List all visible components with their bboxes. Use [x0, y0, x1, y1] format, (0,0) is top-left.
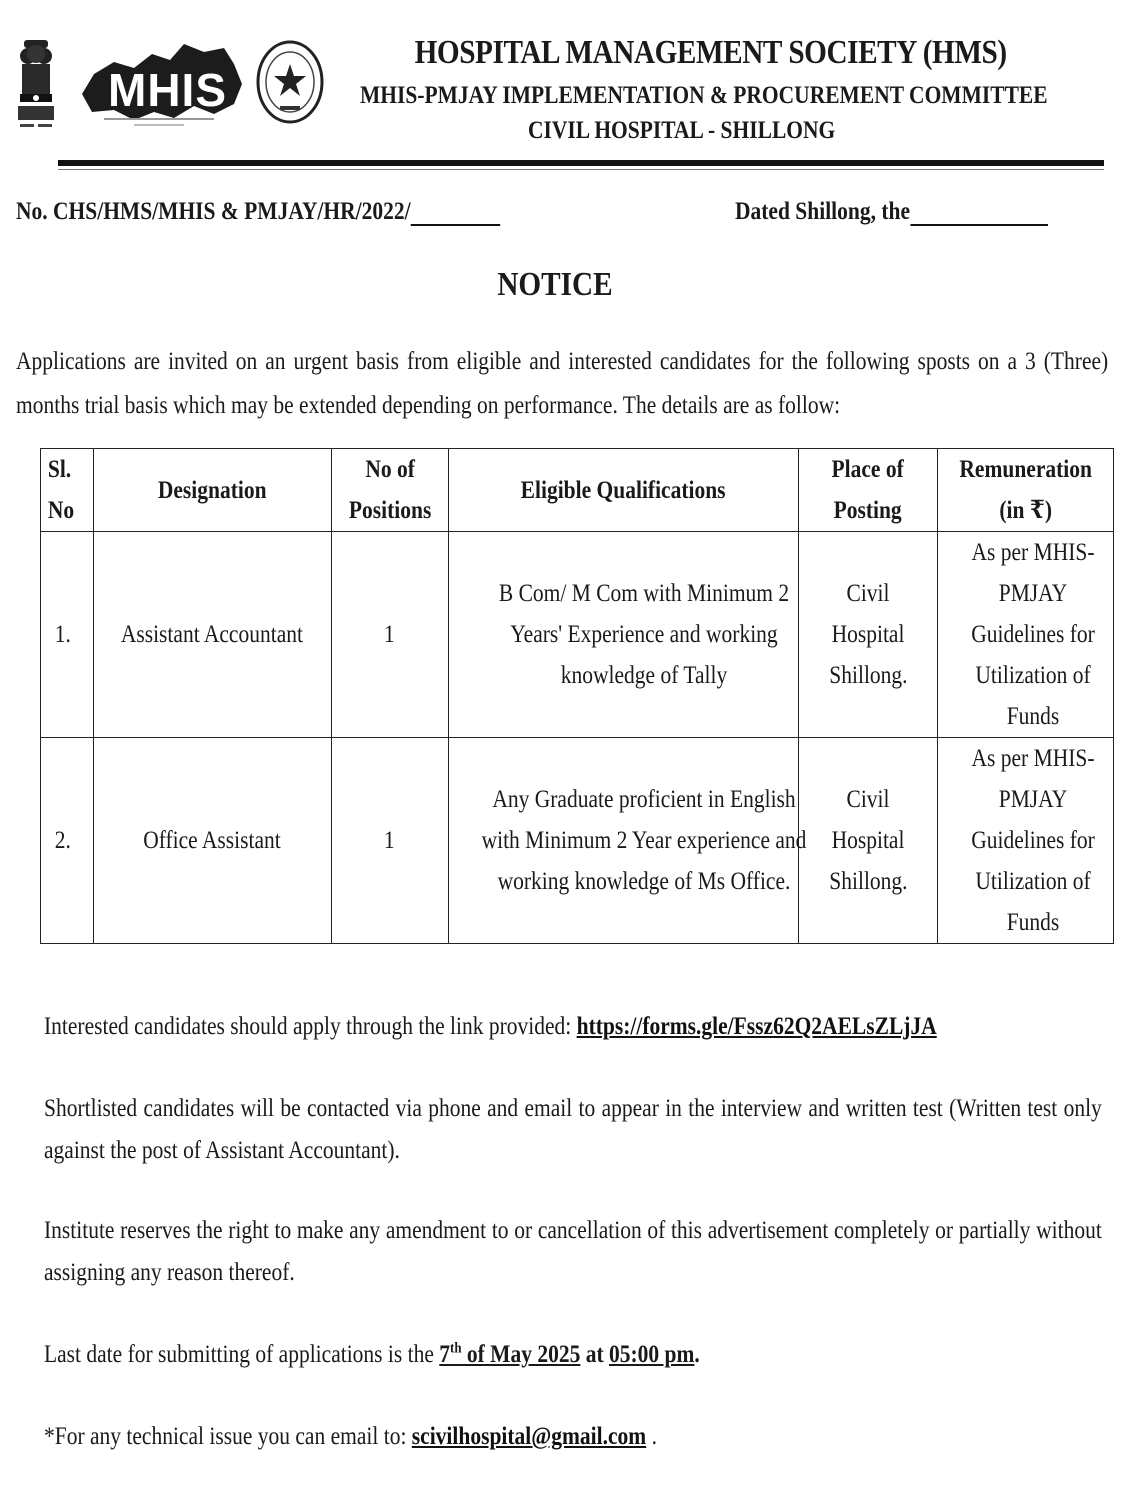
header-qualifications: Eligible Qualifications [448, 449, 799, 532]
deadline-at: at [580, 1341, 610, 1368]
dated-blank [910, 200, 1048, 226]
cell-sl: 2. [41, 738, 94, 944]
cell-positions: 1 [331, 738, 448, 944]
header-sl-no: Sl. No [41, 449, 94, 532]
dated-label: Dated Shillong, the [735, 198, 911, 225]
cell-sl: 1. [41, 532, 94, 738]
national-emblem-icon [14, 36, 58, 132]
table-row [41, 532, 1114, 738]
header-place: Place of Posting [799, 449, 937, 532]
deadline-paragraph [44, 1334, 1102, 1376]
cell-place: Civil Hospital Shillong. [799, 738, 937, 944]
org-title: HOSPITAL MANAGEMENT SOCIETY (HMS) [414, 34, 1007, 71]
header-positions: No of Positions [331, 449, 448, 532]
header-divider [58, 160, 1104, 166]
tech-support-paragraph [44, 1416, 1102, 1458]
reserve-paragraph: Institute reserves the right to make any amendment to or cancellation of this advertisement completely or partially without assigning any reason thereof. [44, 1217, 1102, 1286]
tech-support-end: . [646, 1423, 657, 1450]
tech-support-text: *For any technical issue you can email to: [44, 1423, 412, 1450]
reference-number-label: No. CHS/HMS/MHIS & PMJAY/HR/2022/ [16, 198, 411, 225]
header-designation: Designation [94, 449, 331, 532]
header-remuneration: Remuneration (in ₹) [937, 449, 1113, 532]
dated-line [735, 198, 1048, 226]
cell-positions: 1 [331, 532, 448, 738]
vacancy-table [40, 448, 1114, 944]
shortlist-paragraph: Shortlisted candidates will be contacted via phone and email to appear in the interview and written test (Written test only against the post of Assistant Accountant). [44, 1095, 1102, 1164]
notice-title: NOTICE [497, 266, 613, 303]
apply-form-link[interactable]: https://forms.gle/Fssz62Q2AELsZLjJA [576, 1013, 937, 1040]
reference-number [16, 198, 500, 226]
mhis-logo-icon [74, 34, 244, 132]
table-row [41, 738, 1114, 944]
cell-remuneration: As per MHIS-PMJAY Guidelines for Utilization of Funds [937, 532, 1113, 738]
notice-intro: Applications are invited on an urgent basis from eligible and interested candidates for the following sposts on a 3 (Three) months trial basis which may be extended depending on performance. The details are as follow: [16, 348, 1109, 419]
reference-number-blank [411, 200, 500, 226]
deadline-prefix: Last date for submitting of applications is the [44, 1341, 440, 1368]
committee-subtitle: MHIS-PMJAY IMPLEMENTATION & PROCUREMENT COMMITTEE [360, 82, 1048, 109]
tech-support-email-link[interactable]: scivilhospital@gmail.com [411, 1423, 647, 1450]
cell-designation: Office Assistant [94, 738, 331, 944]
deadline-date: 7th of May 2025 [439, 1340, 581, 1368]
cell-qualifications: Any Graduate proficient in English with Minimum 2 Year experience and working knowledge of Ms Office. [448, 738, 799, 944]
table-header-row [41, 449, 1114, 532]
hospital-seal-icon [254, 36, 326, 128]
svg-text:MHIS: MHIS [108, 64, 227, 116]
deadline-time: 05:00 pm [609, 1341, 695, 1368]
hospital-subtitle: CIVIL HOSPITAL - SHILLONG [528, 117, 836, 144]
header-divider-thin [58, 169, 1104, 170]
apply-text: Interested candidates should apply through the link provided: [44, 1013, 577, 1040]
header-logos [14, 30, 314, 135]
cell-remuneration: As per MHIS-PMJAY Guidelines for Utilization of Funds [937, 738, 1113, 944]
cell-qualifications: B Com/ M Com with Minimum 2 Years' Experience and working knowledge of Tally [448, 532, 799, 738]
cell-place: Civil Hospital Shillong. [799, 532, 937, 738]
deadline-end: . [694, 1341, 700, 1368]
apply-paragraph [44, 1006, 1102, 1048]
cell-designation: Assistant Accountant [94, 532, 331, 738]
